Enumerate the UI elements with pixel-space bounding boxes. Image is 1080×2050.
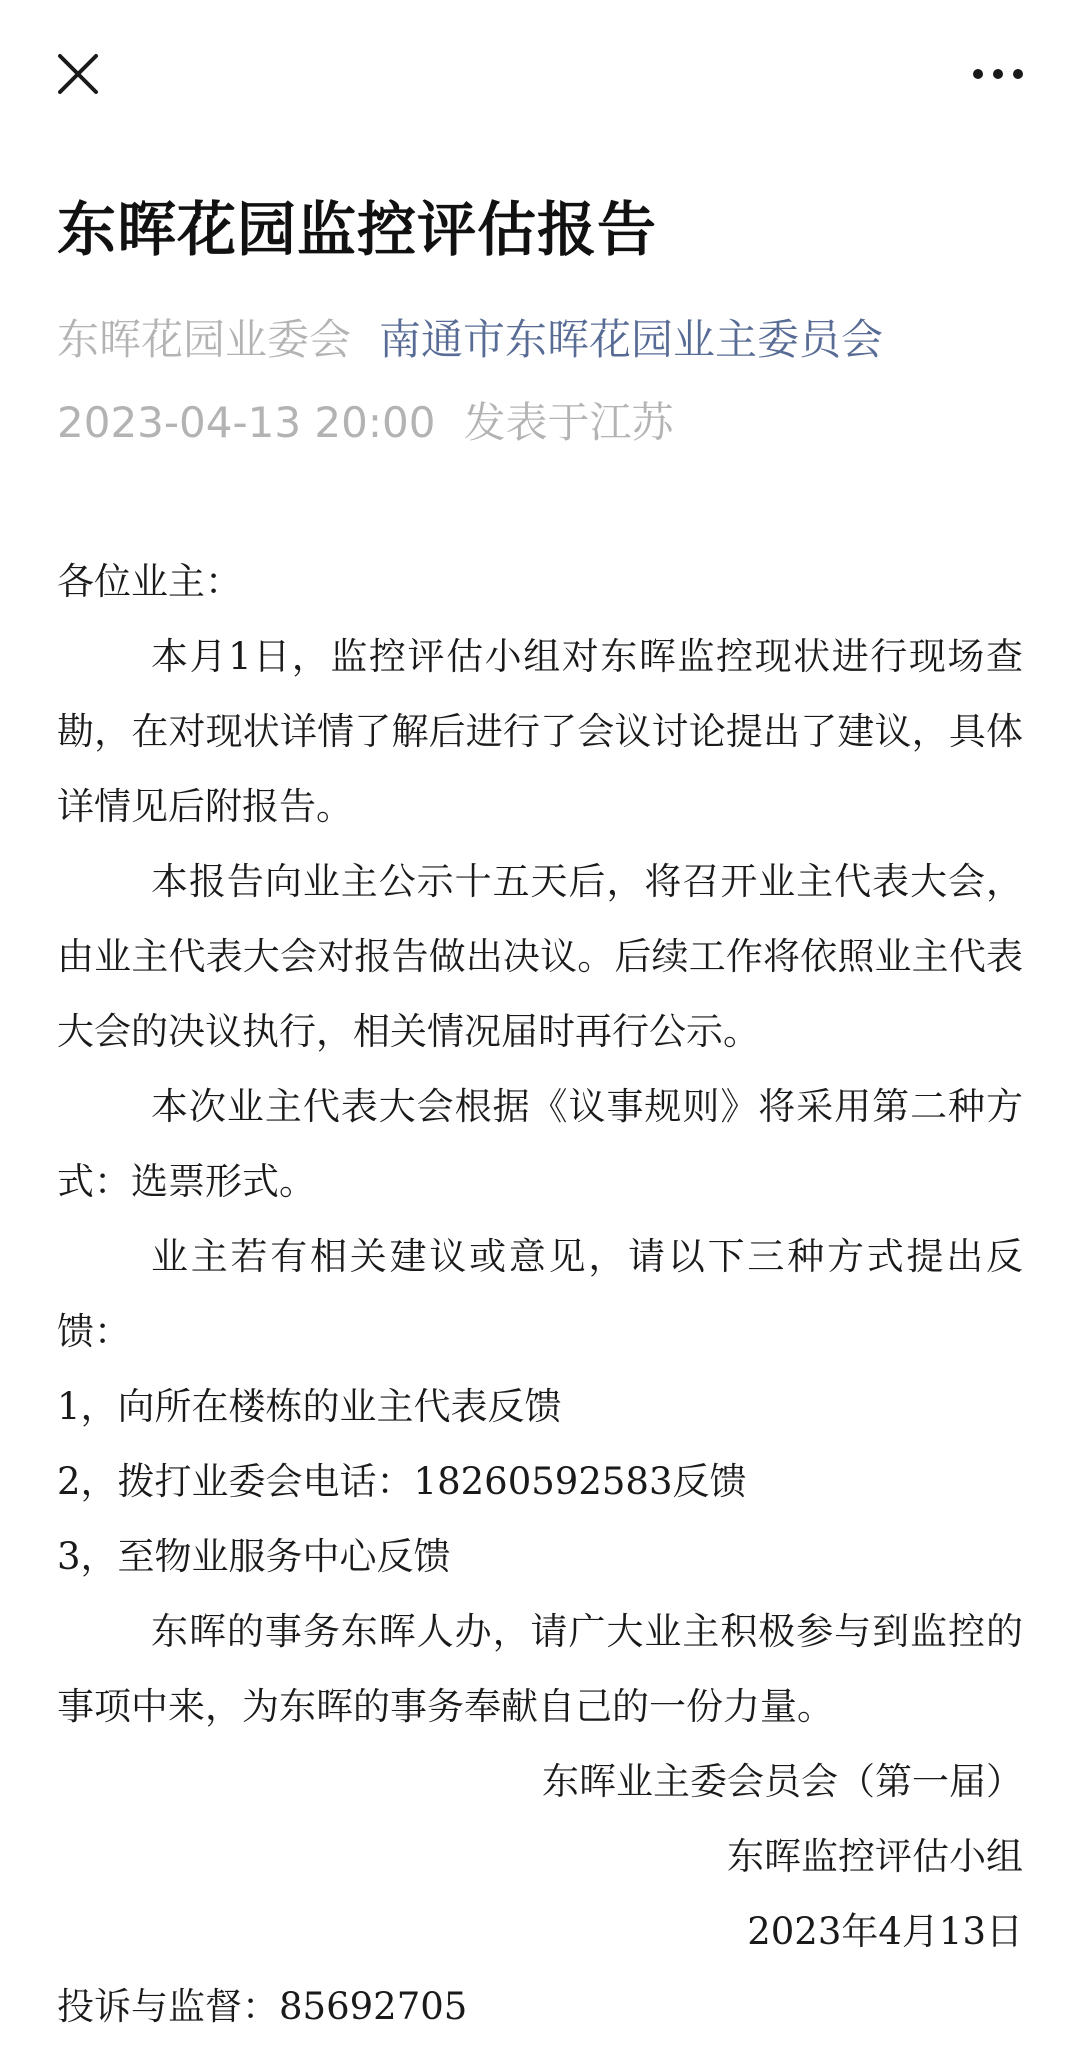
top-bar [0, 0, 1080, 140]
complaint-contact: 投诉与监督：85692705 [57, 1985, 468, 2028]
more-icon[interactable] [968, 54, 1028, 94]
signature-group: 东晖监控评估小组 [727, 1835, 1023, 1878]
list-item: 3，至物业服务中心反馈 [57, 1535, 451, 1578]
paragraph-1: 本月1日，监控评估小组对东晖监控现状进行现场查勘，在对现状详情了解后进行了会议讨论提出了建议，具体详情见后附报告。 [57, 635, 1023, 828]
paragraph-5: 东晖的事务东晖人办，请广大业主积极参与到监控的事项中来，为东晖的事务奉献自己的一份力量。 [57, 1610, 1023, 1728]
paragraph-4: 业主若有相关建议或意见，请以下三种方式提出反馈： [57, 1235, 1023, 1353]
list-item: 2，拨打业委会电话：18260592583反馈 [57, 1460, 747, 1503]
publish-location: 发表于江苏 [463, 398, 674, 447]
list-item: 1，向所在楼栋的业主代表反馈 [57, 1385, 562, 1428]
account-link[interactable]: 南通市东晖花园业主委员会 [379, 315, 884, 364]
publish-date: 2023-04-13 20:00 [57, 398, 436, 447]
greeting: 各位业主： [57, 560, 242, 603]
article-meta-source [57, 310, 883, 370]
paragraph-2: 本报告向业主公示十五天后，将召开业主代表大会，由业主代表大会对报告做出决议。后续工作将依照业主代表大会的决议执行，相关情况届时再行公示。 [57, 860, 1023, 1053]
article-title: 东晖花园监控评估报告 [57, 195, 658, 264]
article-meta-time [57, 393, 674, 453]
author-name: 东晖花园业委会 [57, 315, 352, 364]
signature-date: 2023年4月13日 [747, 1910, 1023, 1953]
close-icon[interactable] [48, 44, 108, 104]
article-body [57, 544, 1023, 2044]
paragraph-3: 本次业主代表大会根据《议事规则》将采用第二种方式：选票形式。 [57, 1085, 1023, 1203]
signature-committee: 东晖业主委会员会（第一届） [542, 1760, 1023, 1803]
